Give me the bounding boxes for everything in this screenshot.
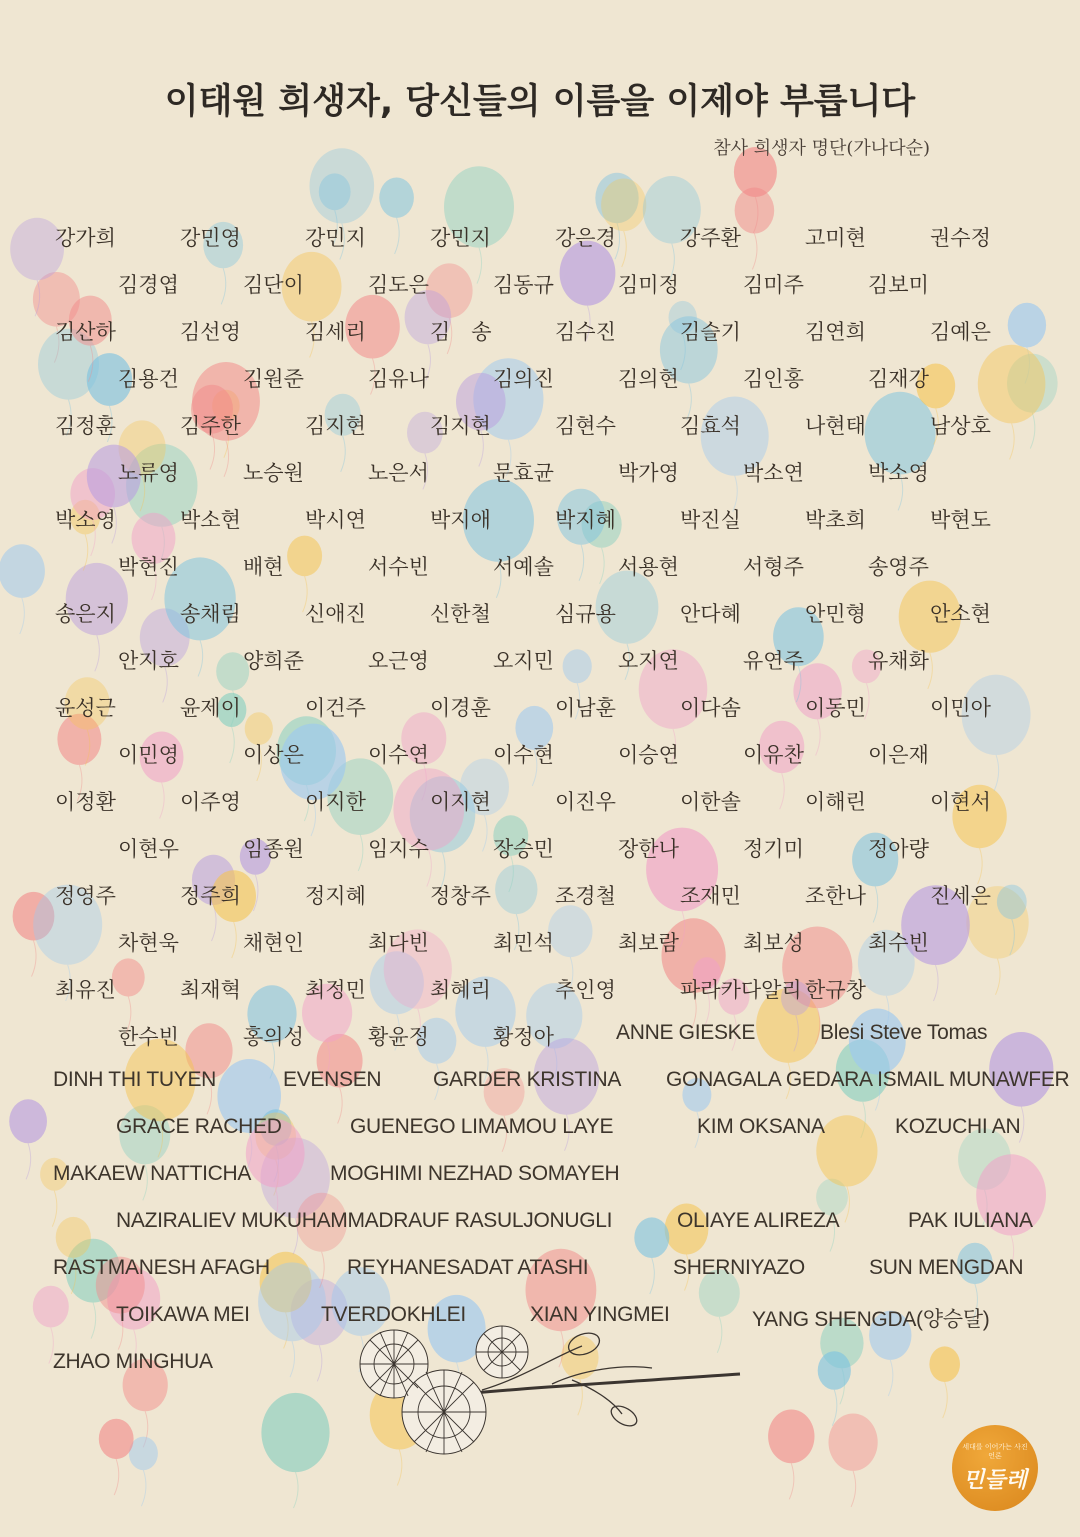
victim-name: 최정민: [305, 978, 366, 1002]
victim-name: 안소현: [930, 602, 991, 626]
victim-name: 김의현: [618, 367, 679, 391]
victim-name: KIM OKSANA: [697, 1115, 825, 1138]
victim-name: 조경철: [555, 884, 616, 908]
victim-name: 황정아: [493, 1025, 554, 1049]
victim-name: 신애진: [305, 602, 366, 626]
victim-name: 안다혜: [680, 602, 741, 626]
victim-name: 박진실: [680, 508, 741, 532]
victim-name: EVENSEN: [283, 1068, 382, 1091]
victim-name: 김현수: [555, 414, 616, 438]
victim-name: 유채화: [868, 649, 929, 673]
victim-name: 이승연: [618, 743, 679, 767]
victim-name: 최보성: [743, 931, 804, 955]
victim-name: 이수현: [493, 743, 554, 767]
victim-name: 장한나: [618, 837, 679, 861]
victim-name: 김예은: [930, 320, 991, 344]
victim-name: GARDER KRISTINA: [433, 1068, 622, 1091]
victim-name: 이남훈: [555, 696, 616, 720]
victim-name: 임지수: [368, 837, 429, 861]
victim-name: 나현태: [805, 414, 866, 438]
victim-name: 강민지: [305, 226, 366, 250]
logo-tagline: 세대를 이어가는 사진언론: [962, 1442, 1028, 1460]
victim-name: TVERDOKHLEI: [321, 1303, 466, 1326]
victim-name: 정영주: [55, 884, 116, 908]
victim-name: 이동민: [805, 696, 866, 720]
victim-name: 박가영: [618, 461, 679, 485]
victim-name: 김용건: [118, 367, 179, 391]
victim-name: 홍의성: [243, 1025, 304, 1049]
mindle-logo: [952, 1425, 1038, 1511]
victim-name: 임종원: [243, 837, 304, 861]
victim-name: 최다빈: [368, 931, 429, 955]
victim-name: 한수빈: [118, 1025, 179, 1049]
victim-name: 황윤정: [368, 1025, 429, 1049]
victim-name: 김재강: [868, 367, 929, 391]
chrysanthemum-icon: [322, 1318, 752, 1468]
victim-name: ANNE GIESKE: [616, 1021, 756, 1044]
victim-name: ZHAO MINGHUA: [53, 1350, 213, 1373]
victim-name: 이건주: [305, 696, 366, 720]
victim-name: 박소현: [180, 508, 241, 532]
victim-name: 정주희: [180, 884, 241, 908]
victim-name: 김도은: [368, 273, 429, 297]
victim-name: 서수빈: [368, 555, 429, 579]
victim-name: 이진우: [555, 790, 616, 814]
victim-name: 박초희: [805, 508, 866, 532]
victim-name: 이해린: [805, 790, 866, 814]
victim-name: 이은재: [868, 743, 929, 767]
victim-name: 김지현: [305, 414, 366, 438]
victim-name: 최혜리: [430, 978, 491, 1002]
victim-name: 정아량: [868, 837, 929, 861]
victim-name: 노은서: [368, 461, 429, 485]
victim-name: 문효균: [493, 461, 554, 485]
victim-name: KOZUCHI AN: [895, 1115, 1021, 1138]
victim-name: SHERNIYAZO: [673, 1256, 805, 1279]
victim-name: 서용현: [618, 555, 679, 579]
victim-name: 정기미: [743, 837, 804, 861]
victim-name: 오지연: [618, 649, 679, 673]
victim-name: 박지애: [430, 508, 491, 532]
victim-name: 정창주: [430, 884, 491, 908]
victim-name: 권수정: [930, 226, 991, 250]
victim-name: 노류영: [118, 461, 179, 485]
victim-name: NAZIRALIEV MUKUHAMMADRAUF RASULJONUGLI: [116, 1209, 613, 1232]
victim-name: 서형주: [743, 555, 804, 579]
victim-name: 이수연: [368, 743, 429, 767]
victim-name: XIAN YINGMEI: [530, 1303, 670, 1326]
victim-name: 박시연: [305, 508, 366, 532]
victim-name: 김경엽: [118, 273, 179, 297]
victim-name: REYHANESADAT ATASHI: [347, 1256, 589, 1279]
victim-name: 이현서: [930, 790, 991, 814]
victim-name: 진세은: [930, 884, 991, 908]
victim-name: 김미정: [618, 273, 679, 297]
victim-name: 윤성근: [55, 696, 116, 720]
victim-name: 김동규: [493, 273, 554, 297]
victim-name: GONAGALA GEDARA ISMAIL MUNAWFER: [666, 1068, 1070, 1091]
victim-name: 장승민: [493, 837, 554, 861]
victim-name: 김산하: [55, 320, 116, 344]
victim-name: 최유진: [55, 978, 116, 1002]
victim-name: 파라카다알리: [680, 978, 802, 1002]
victim-name: 조재민: [680, 884, 741, 908]
victim-name: 심규용: [555, 602, 616, 626]
victim-name: MAKAEW NATTICHA: [53, 1162, 252, 1185]
victim-name: 추인영: [555, 978, 616, 1002]
victim-name: 김슬기: [680, 320, 741, 344]
victim-name: SUN MENGDAN: [869, 1256, 1024, 1279]
victim-name: 김수진: [555, 320, 616, 344]
victim-name: 김연희: [805, 320, 866, 344]
victim-name: 차현욱: [118, 931, 179, 955]
victim-name: 송채림: [180, 602, 241, 626]
victim-name: 송은지: [55, 602, 116, 626]
victim-name: 강민영: [180, 226, 241, 250]
victim-name: 김의진: [493, 367, 554, 391]
victim-name: 강민지: [430, 226, 491, 250]
victim-name: 이현우: [118, 837, 179, 861]
victim-name: OLIAYE ALIREZA: [677, 1209, 840, 1232]
victim-name: 이주영: [180, 790, 241, 814]
victim-name: 박지혜: [555, 508, 616, 532]
victim-name: 박소영: [55, 508, 116, 532]
victim-name: 이민영: [118, 743, 179, 767]
victim-name: GUENEGO LIMAMOU LAYE: [350, 1115, 614, 1138]
victim-name: 이다솜: [680, 696, 741, 720]
victim-name: 신한철: [430, 602, 491, 626]
victim-name: 김유나: [368, 367, 429, 391]
victim-name: 이경훈: [430, 696, 491, 720]
page-title: 이태원 희생자, 당신들의 이름을 이제야 부릅니다: [164, 82, 916, 122]
victim-name: 이상은: [243, 743, 304, 767]
victim-name: PAK IULIANA: [908, 1209, 1033, 1232]
logo-wordmark: 민들레: [963, 1466, 1027, 1493]
victim-name: 강주환: [680, 226, 741, 250]
victim-name: TOIKAWA MEI: [116, 1303, 250, 1326]
victim-name: 이지현: [430, 790, 491, 814]
victim-name: GRACE RACHED: [116, 1115, 282, 1138]
victim-name: 이유찬: [743, 743, 804, 767]
victim-name: 김지현: [430, 414, 491, 438]
victim-name: 이정환: [55, 790, 116, 814]
victim-name: 이민아: [930, 696, 991, 720]
page-subtitle: 참사 희생자 명단(가나다순): [713, 138, 930, 159]
victim-name: 오근영: [368, 649, 429, 673]
victim-name: 채현인: [243, 931, 304, 955]
victim-name: 김주한: [180, 414, 241, 438]
victim-name: 최민석: [493, 931, 554, 955]
victim-name: 김인홍: [743, 367, 804, 391]
victim-name: 김정훈: [55, 414, 116, 438]
victim-name: 박소연: [743, 461, 804, 485]
victim-name: 강가희: [55, 226, 116, 250]
victim-name: YANG SHENGDA(양승달): [752, 1308, 990, 1331]
victim-name: 한규창: [805, 978, 866, 1002]
victim-name: 안민형: [805, 602, 866, 626]
victim-name: 최수빈: [868, 931, 929, 955]
victim-name: 이지한: [305, 790, 366, 814]
victim-name: 윤제이: [180, 696, 241, 720]
victim-name: 김단이: [243, 273, 304, 297]
victim-name: 양희준: [243, 649, 304, 673]
victim-name: MOGHIMI NEZHAD SOMAYEH: [330, 1162, 620, 1185]
victim-name: 최보람: [618, 931, 679, 955]
victim-name: 강은경: [555, 226, 616, 250]
victim-name: 박현진: [118, 555, 179, 579]
victim-name: 박소영: [868, 461, 929, 485]
victim-name: 오지민: [493, 649, 554, 673]
victim-name: 김미주: [743, 273, 804, 297]
victim-name: 노승원: [243, 461, 304, 485]
victim-name: RASTMANESH AFAGH: [53, 1256, 270, 1279]
victim-name: 배현: [243, 555, 284, 579]
victim-name: 남상호: [930, 414, 991, 438]
victim-name: DINH THI TUYEN: [53, 1068, 217, 1091]
victim-name: 고미현: [805, 226, 866, 250]
victim-name: 박현도: [930, 508, 991, 532]
victim-name: 유연주: [743, 649, 804, 673]
victim-name: 조한나: [805, 884, 866, 908]
victim-name: 송영주: [868, 555, 929, 579]
victim-name: 안지호: [118, 649, 179, 673]
victim-name: Blesi Steve Tomas: [820, 1021, 988, 1044]
victim-name: 김보미: [868, 273, 929, 297]
victim-name: 정지혜: [305, 884, 366, 908]
victim-name: 이한솔: [680, 790, 741, 814]
victim-name: 최재혁: [180, 978, 241, 1002]
victim-name: 김선영: [180, 320, 241, 344]
victim-name: 김 송: [430, 320, 492, 344]
victim-name: 서예솔: [493, 555, 554, 579]
victim-name: 김원준: [243, 367, 304, 391]
victim-name: 김효석: [680, 414, 741, 438]
victim-name: 김세리: [305, 320, 366, 344]
